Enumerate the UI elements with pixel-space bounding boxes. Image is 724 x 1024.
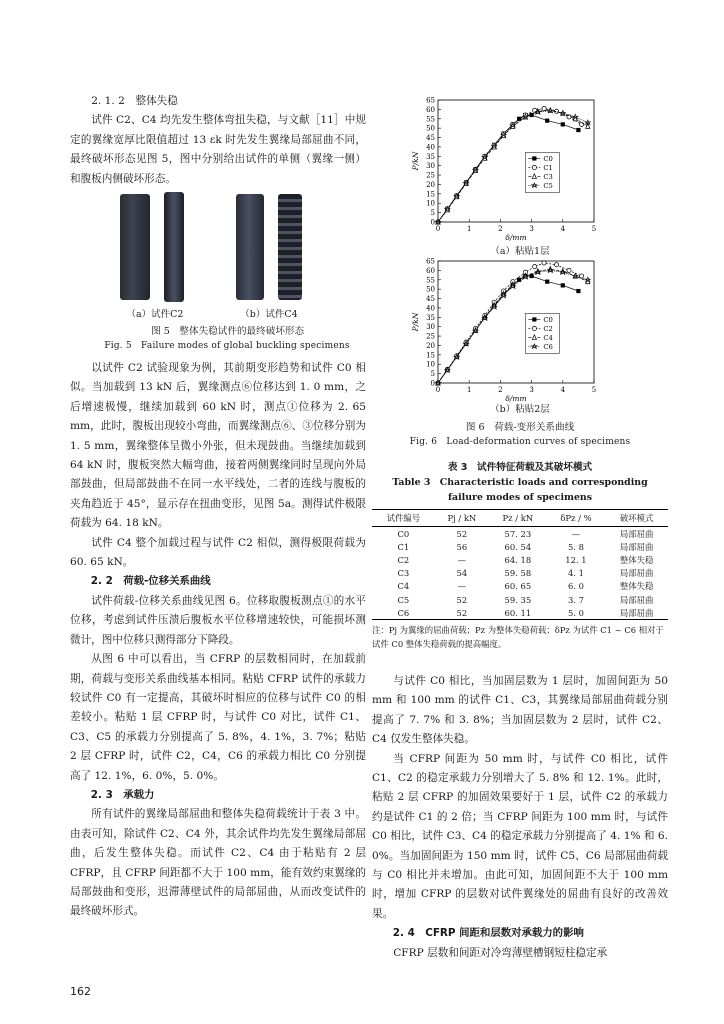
y-tick-label: 0	[430, 218, 435, 227]
y-axis-label: P/kN	[411, 312, 420, 332]
table3-note: 注：Pj 为翼缘的屈曲荷载；Pz 为整体失稳荷载；δPz 为试件 C1 ~ C6 相对于试件 C0 整体失稳荷载的提高幅度。	[372, 625, 664, 649]
y-tick-label: 35	[426, 313, 435, 322]
table-row	[372, 580, 668, 593]
table-cell: C3	[397, 568, 410, 579]
table-cell: 57. 23	[504, 528, 532, 539]
y-tick-label: 60	[426, 266, 435, 275]
data-point-C0	[561, 122, 565, 126]
paragraph: 与试件 C0 相比，当加固层数为 1 层时，加固间距为 50 mm 和 100 mm 的试件 C1、C3，其翼缘局部屈曲荷载分别提高了 7. 7% 和 3. 8%；当加固层数为 2 层时，试件 C2、C4 仅发生整体失稳。	[372, 675, 668, 746]
table-cell: —	[457, 581, 467, 592]
paragraph: 所有试件的翼缘局部屈曲和整体失稳荷载统计于表 3 中。由表可知，除试件 C2、C4 外，其余试件均先发生翼缘局部屈曲，后发生整体失稳。而试件 C2、C4 由于粘贴有 2 层 CFRP，且 CFRP 间距都不大于 100 mm，能有效约束翼缘的局部鼓曲和变形，迟滞薄壁试件的局部屈曲，从而改变试件的最终破坏形式。	[70, 808, 366, 918]
table-cell: 整体失稳	[619, 554, 654, 565]
table-row	[372, 606, 668, 620]
data-point-C0	[545, 280, 549, 284]
chart-load-deformation-1-layer	[398, 94, 618, 244]
y-axis-label: P/kN	[411, 151, 420, 171]
x-tick-label: 0	[435, 225, 441, 233]
photo-c2-flange	[120, 194, 150, 300]
y-tick-label: 10	[426, 199, 435, 208]
section-heading-2-3: 2. 3 承载力	[90, 788, 155, 801]
y-tick-label: 10	[426, 360, 435, 369]
left-column-lower	[70, 320, 366, 922]
data-point-C0	[561, 283, 565, 287]
fig6a-sublabel: （a）粘贴1层	[490, 246, 550, 257]
x-tick-label: 3	[529, 225, 534, 233]
table-header: Pz / kN	[489, 510, 547, 527]
data-point-C0	[576, 128, 580, 132]
table-row	[372, 593, 668, 606]
y-tick-label: 45	[426, 295, 435, 304]
table-cell: C1	[397, 541, 410, 552]
legend-label: C4	[543, 333, 553, 342]
table-cell: C0	[397, 528, 410, 539]
y-tick-label: 55	[426, 115, 435, 124]
y-tick-label: 30	[426, 162, 435, 171]
table-cell: 6. 0	[567, 581, 584, 592]
data-point-C0	[545, 119, 549, 123]
table-cell: 54	[456, 568, 468, 579]
fig6b-sublabel: （b）粘贴2层	[490, 404, 550, 415]
paragraph: 以试件 C2 试验现象为例，其前期变形趋势和试件 C0 相似。当加载到 13 kN 后，翼缘测点⑥位移达到 1. 0 mm，之后增速极慢，继续加载到 60 kN 时，测点①位移为 2. 65 mm，此时，腹板出现较小弯曲，而翼缘测点⑥、③位移分别为 1. 5 mm，翼缘整体呈微小外张，但未现鼓曲。当继续加载到 64 kN 时，腹板突然大幅弯曲，接着两侧翼缘同时呈现向外局部鼓曲，但局部鼓曲不在同一水平线处，二者的连线与腹板的夹角趋近于 45°，显示存在扭曲变形，见图 5a。测得试件极限荷载为 64. 18 kN。	[70, 362, 366, 530]
table-row	[372, 567, 668, 580]
x-axis-label: δ/mm	[505, 233, 527, 242]
fig6-caption	[372, 420, 668, 449]
x-tick-label: 4	[560, 225, 566, 233]
x-tick-label: 2	[498, 225, 503, 233]
left-column	[70, 92, 366, 189]
table-cell: 局部屈曲	[619, 594, 654, 605]
y-tick-label: 15	[426, 190, 435, 199]
table-cell: C5	[397, 594, 410, 605]
table-cell: 5. 8	[567, 541, 584, 552]
table-cell: 60. 65	[504, 581, 532, 592]
x-tick-label: 2	[498, 386, 503, 394]
series-line-C1	[438, 108, 582, 222]
right-column-lower	[372, 672, 668, 963]
table-cell: 59. 58	[504, 568, 532, 579]
y-tick-label: 65	[426, 96, 435, 105]
table-cell: —	[571, 528, 581, 539]
table-cell: 局部屈曲	[619, 568, 654, 579]
data-point-C2	[542, 261, 546, 265]
legend-label: C0	[543, 154, 553, 163]
table-cell: 64. 18	[504, 554, 532, 565]
table-cell: C6	[372, 606, 435, 620]
data-point-C2	[533, 265, 537, 269]
paragraph: 当 CFRP 间距为 50 mm 时，与试件 C0 相比，试件 C1、C2 的稳定承载力分别增大了 5. 8% 和 12. 1%。此时，粘贴 2 层 CFRP 的加固效果要好于 1 层，试件 C2 的承载力约是试件 C1 的 2 倍；当 CFRP 间距为 100 mm 时，与试件 C0 相比，试件 C3、C4 的稳定承载力分别提高了 4. 1% 和 6. 0%。当加固间距为 150 mm 时，试件 C5、C6 局部屈曲荷载与 C0 相比并未增加。由此可知，加固间距不大于 100 mm 时，增加 CFRP 的层数对试件翼缘处的屈曲有良好的改善效果。	[372, 752, 668, 920]
table-cell: 3. 7	[567, 594, 584, 605]
table3-title-en-2: failure modes of specimens	[447, 492, 593, 503]
photo-c4-web	[278, 194, 302, 300]
page-number: 162	[70, 985, 91, 998]
legend-marker	[532, 317, 536, 321]
photo-c4-flange	[236, 194, 264, 300]
y-tick-label: 60	[426, 105, 435, 114]
y-tick-label: 25	[426, 332, 435, 341]
legend-label: C3	[543, 172, 553, 181]
table-header: Pj / kN	[435, 510, 489, 527]
y-tick-label: 20	[426, 341, 435, 350]
table-cell: 56	[456, 541, 468, 552]
table-cell: —	[457, 554, 467, 565]
legend-label: C2	[543, 324, 553, 333]
table-cell: 52	[435, 606, 489, 620]
table-cell: 局部屈曲	[619, 541, 654, 552]
section-heading-2-2: 2. 2 荷载-位移关系曲线	[90, 575, 211, 588]
data-point-C1	[579, 122, 583, 126]
y-tick-label: 50	[426, 124, 435, 133]
x-tick-label: 5	[591, 225, 597, 233]
table-3	[372, 460, 668, 651]
paragraph: 试件 C4 整个加载过程与试件 C2 相似，测得极限荷载为 60. 65 kN。	[70, 536, 366, 569]
paragraph: 试件 C2、C4 均先发生整体弯扭失稳，与文献［11］中规定的翼缘宽厚比限值超过 13 εk 时先发生翼缘局部屈曲不同，最终破坏形态见图 5，图中分别给出试件的单侧（翼缘一侧）和腹板内侧破坏形态。	[70, 114, 366, 185]
table-cell: C2	[397, 554, 410, 565]
x-tick-label: 0	[435, 386, 441, 394]
y-tick-label: 25	[426, 171, 435, 180]
x-tick-label: 1	[466, 225, 472, 233]
y-tick-label: 5	[430, 209, 435, 218]
x-tick-label: 4	[560, 386, 566, 394]
legend-label: C1	[543, 163, 553, 172]
y-tick-label: 35	[426, 152, 435, 161]
y-tick-label: 40	[426, 304, 435, 313]
fig5-caption-en: Fig. 5 Failure modes of global buckling specimens	[104, 341, 350, 351]
table3-title-cn: 表 3 试件特征荷载及其破坏模式	[447, 462, 593, 473]
section-heading-2-1-2: 2. 1. 2 整体失稳	[91, 95, 178, 107]
y-tick-label: 65	[426, 257, 435, 266]
data-point-C2	[567, 268, 571, 272]
table3-title-en-1: Table 3 Characteristic loads and corresponding	[392, 477, 648, 488]
legend-marker	[532, 165, 536, 169]
table-cell: C4	[397, 581, 410, 592]
fig6-caption-cn: 图 6 荷载-变形关系曲线	[465, 422, 575, 433]
legend-label: C6	[543, 342, 553, 351]
y-tick-label: 0	[430, 379, 435, 388]
legend-marker	[532, 326, 536, 330]
x-tick-label: 5	[591, 386, 597, 394]
fig5-sublabel-b: （b）试件C4	[240, 309, 298, 320]
chart-load-deformation-2-layers	[398, 255, 618, 405]
table-row	[372, 540, 668, 553]
table-cell: 局部屈曲	[605, 606, 668, 620]
table-cell: 局部屈曲	[619, 528, 654, 539]
table-cell: 整体失稳	[619, 581, 654, 592]
y-tick-label: 20	[426, 180, 435, 189]
table-cell: 5. 0	[547, 606, 606, 620]
section-heading-2-4: 2. 4 CFRP 间距和层数对承载力的影响	[392, 927, 584, 940]
data-point-C0	[576, 289, 580, 293]
y-tick-label: 50	[426, 285, 435, 294]
x-tick-label: 1	[466, 386, 472, 394]
table-cell: 4. 1	[567, 568, 584, 579]
table-cell: 52	[456, 594, 468, 605]
y-tick-label: 15	[426, 351, 435, 360]
data-point-C1	[542, 106, 546, 110]
paragraph: 从图 6 中可以看出，当 CFRP 的层数相同时，在加载前期，荷载与变形关系曲线基本相同。粘贴 CFRP 试件的承载力较试件 C0 有一定提高，其破坏时相应的位移与试件 C0 的相差较小。粘贴 1 层 CFRP 时，与试件 C0 对比，试件 C1、C3、C5 的承载力分别提高了 5. 8%，4. 1%，3. 7%；粘贴 2 层 CFRP 时，试件 C2，C4，C6 的承载力相比 C0 分别提高了 12. 1%，6. 0%，5. 0%。	[70, 653, 366, 782]
legend-label: C0	[543, 315, 553, 324]
fig5-caption-cn: 图 5 整体失稳试件的最终破坏形态	[151, 326, 305, 337]
data-point-C2	[554, 263, 558, 267]
y-tick-label: 55	[426, 276, 435, 285]
photo-c2-web	[164, 192, 184, 302]
x-axis-label: δ/mm	[505, 394, 527, 403]
table-cell: 52	[456, 528, 468, 539]
y-tick-label: 40	[426, 143, 435, 152]
data-point-C6	[548, 268, 553, 273]
legend-marker	[532, 156, 536, 160]
table-header: 破坏模式	[605, 510, 668, 527]
table-row	[372, 553, 668, 566]
legend-label: C5	[543, 181, 553, 190]
y-tick-label: 5	[430, 370, 435, 379]
table-cell: 59. 35	[504, 594, 532, 605]
table-row	[372, 527, 668, 541]
y-tick-label: 45	[426, 134, 435, 143]
fig6-caption-en: Fig. 6 Load-deformation curves of specimens	[409, 437, 631, 447]
table-cell: 60. 54	[504, 541, 532, 552]
figure-5	[118, 192, 318, 304]
table-cell: 60. 11	[489, 606, 547, 620]
paragraph: CFRP 层数和间距对冷弯薄壁槽钢短柱稳定承	[393, 946, 608, 959]
table3	[372, 509, 668, 620]
y-tick-label: 30	[426, 323, 435, 332]
table-cell: 12. 1	[565, 554, 587, 565]
table-header: 试件编号	[372, 510, 435, 527]
paragraph: 试件荷载-位移关系曲线见图 6。位移取腹板测点①的水平位移，考虑到试件压溃后腹板水平位移增速较快，可能损坏测微计，图中位移只测得部分下降段。	[70, 594, 366, 646]
series-line-C2	[438, 263, 582, 383]
table-header: δPz / %	[547, 510, 606, 527]
fig5-sublabel-a: （a）试件C2	[126, 309, 184, 320]
x-tick-label: 3	[529, 386, 534, 394]
